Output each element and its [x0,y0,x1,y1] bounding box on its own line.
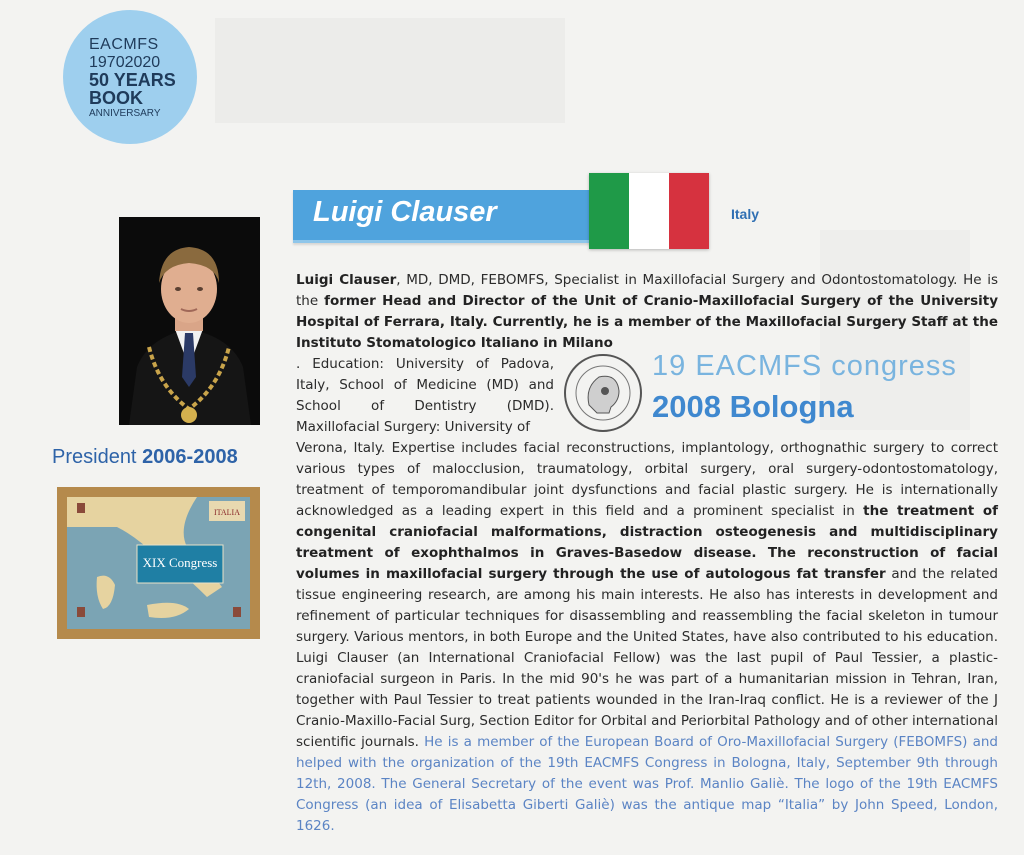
portrait-photo [119,217,260,425]
bio-bold-segment: the treatment of congenital craniofacial malformations, distraction osteogenesis and multidisciplinary treatment of exophthalmos in Graves-Basedow disease. The reconstruction of facial volumes in maxillofacial surgery through the use of autologous fat transfer [296,503,999,582]
bio-segment: , MD, DMD, FEBOMFS, Specialist in Maxillofacial Surgery and Odontostomatology. He is the [296,272,998,309]
biography-text [296,270,998,837]
map-label: ITALIA [213,508,241,517]
bio-segment: and the related tissue engineering research, are among his main interests. He also has interests in development and refinement of particular techniques for disassembling and reassembling the facial skeleton in tumour surgery. Various mentors, in both Europe and the United States, have also contributed to his education. Luigi Clauser (an International Craniofacial Fellow) was the last pupil of Paul Tessier, a plastic-craniofacial surgeon in Paris. In the mid 90's he was part of a humanitarian mission in Tehran, Iran, together with Paul Tessier to treat patients wounded in the Iran-Iraq conflict. He is a reviewer of the J Cranio-Maxillo-Facial Surg, Section Editor for Orbital and Periorbital Pathology and of other international scientific journals. [296,566,998,750]
name-banner [293,190,593,243]
bio-blue-segment: He is a member of the European Board of Oro-Maxillofacial Surgery (FEBOMFS) and helped with the organization of the 19th EACMFS Congress in Bologna, Italy, September 9th through 12th, 2008. The General Secretary of the event was Prof. Manlio Galiè. The logo of the 19th EACMFS Congress (an idea of Elisabetta Giberti Galiè) was the antique map “Italia” by John Speed, London, 1626. [296,734,998,834]
president-caption [52,446,238,469]
bio-name: Luigi Clauser [296,272,397,288]
bio-segment-narrow: . Education: University of Padova, Italy, School of Medicine (MD) and School of Dentistry (DMD). Maxillofacial Surgery: University of [296,356,554,435]
antique-map-illustration [57,487,260,639]
portrait-illustration [119,217,260,425]
president-role: President [52,446,137,468]
person-name: Luigi Clauser [313,196,497,228]
italy-flag-icon [589,173,709,249]
bio-segment: Verona, Italy. Expertise includes facial reconstructions, implantology, orthognathic surgery to correct various types of malocclusion, traumatology, orbital surgery, oral surgery-odontostomatology, treatment of temporomandibular joint dysfunctions and facial plastic surgery. He is internationally acknowledged as a leading expert in this field and a prominent specialist in [296,440,998,519]
flag-stripe-green [589,173,629,249]
country-label: Italy [731,206,760,222]
congress-title: 19 EACMFS congress [652,350,957,382]
flag-stripe-red [669,173,709,249]
poster-heading: XIX Congress [142,555,218,570]
congress-year: 2008 [652,389,721,424]
anniversary-badge [63,10,197,144]
president-years: 2006-2008 [142,446,238,468]
badge-line: EACMFS [89,36,159,53]
flag-stripe-white [629,173,669,249]
badge-line: ANNIVERSARY [89,108,161,119]
congress-city: Bologna [729,389,854,424]
background-faded-block [215,18,565,123]
badge-line: BOOK [89,88,143,108]
badge-line: 50 YEARS [89,70,176,90]
badge-line: 19702020 [89,54,161,71]
congress-poster-map [57,487,260,639]
bio-bold-segment: former Head and Director of the Unit of Cranio-Maxillofacial Surgery of the University Hospital of Ferrara, Italy. Currently, he is a member of the Maxillofacial Surgery Staff at the Instituto Stomatologico Italiano in Milano [296,293,998,351]
